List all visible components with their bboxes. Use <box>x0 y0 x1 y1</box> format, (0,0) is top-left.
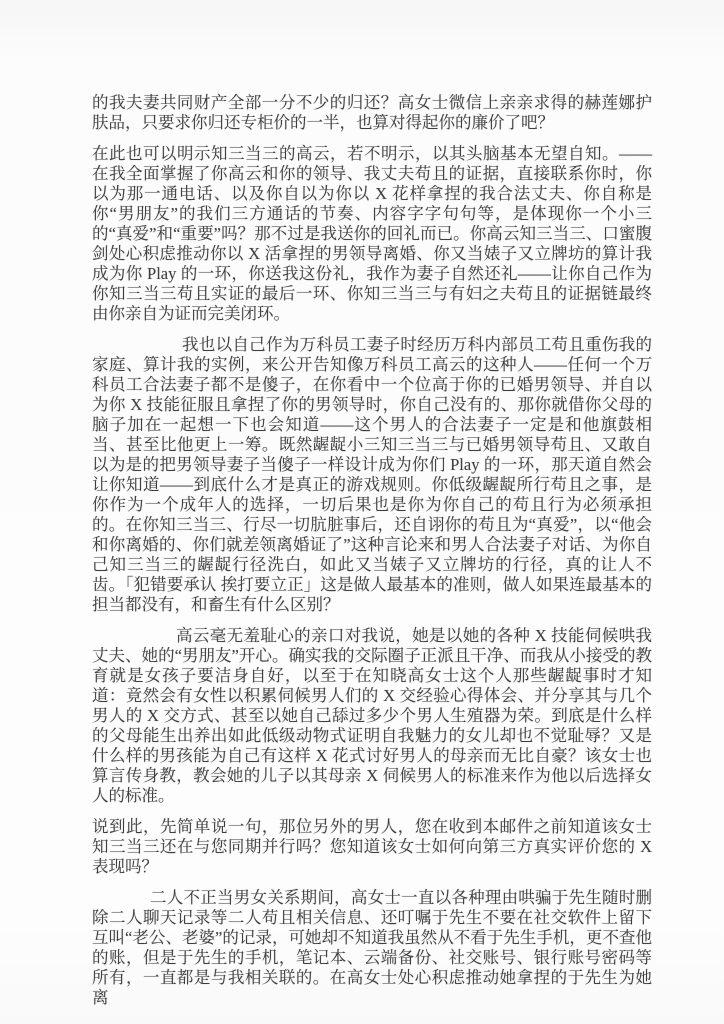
paragraph-6: 二人不正当男女关系期间，高女士一直以各种理由哄骗于先生随时删除二人聊天记录等二人苟且相关信息、还叮嘱于先生不要在社交软件上留下互叫“老公、老婆”的记录，可她却不知道我虽然从不看于先生手机，更不查他的账，但是于先生的手机，笔记本、云端备份、社交账号、银行账号密码等所有，一直都是与我相关联的。在高女士处心积虑推动她拿捏的于先生为她离 <box>92 888 652 1007</box>
paragraph-2: 在此也可以明示知三当三的高云，若不明示，以其头脑基本无望自知。——在我全面掌握了你高云和你的领导、我丈夫苟且的证据，直接联系你时，你以为那一通电话、以及你自以为你以 X 花样拿捏的我合法丈夫、你自称是你“男朋友”的我们三方通话的节奏、内容字字句句等，是体现你一个小三的“真爱”和“重要”吗？那不过是我送你的回礼而已。你高云知三当三、口蜜腹剑处心积虑推动你以 X 活拿捏的男领导离婚、你又当婊子又立牌坊的算计我成为你 Play 的一环，你送我这份礼，我作为妻子自然还礼——让你自己作为你知三当三苟且实证的最后一环、你知三当三与有妇之夫苟且的证据链最终由你亲自为证而完美闭环。 <box>92 144 652 323</box>
paragraph-4: 高云毫无羞耻心的亲口对我说，她是以她的各种 X 技能伺候哄我丈夫、她的“男朋友”开心。确实我的交际圈子正派且干净、而我从小接受的教育就是女孩子要洁身自好，以至于在知晓高女士这个人那些龌龊事时才知道：竟然会有女性以积累伺候男人们的 X 交经验心得体会、并分享其与几个男人的 X 交方式、甚至以她自己舔过多少个男人生殖器为荣。到底是什么样的父母能生出养出如此低级动物式证明自我魅力的女儿却也不觉耻辱？又是什么样的男孩能为自己有这样 X 花式讨好男人的母亲而无比自豪？该女士也算言传身教，教会她的儿子以其母亲 X 伺候男人的标准来作为他以后选择女人的标准。 <box>92 626 652 805</box>
paragraph-5: 说到此，先简单说一句，那位另外的男人，您在收到本邮件之前知道该女士知三当三还在与您同期并行吗？您知道该女士如何向第三方真实评价您的 X 表现吗？ <box>92 817 652 876</box>
paragraph-1: 的我夫妻共同财产全部一分不少的归还？高女士微信上亲亲求得的赫莲娜护肤品，只要求你归还专柜价的一半，也算对得起你的廉价了吧？ <box>92 93 652 132</box>
paragraph-3: 我也以自己作为万科员工妻子时经历万科内部员工苟且重伤我的家庭、算计我的实例，来公开告知像万科员工高云的这种人——任何一个万科员工合法妻子都不是傻子，在你看中一个位高于你的已婚男领导、并自以为你 X 技能征服且拿捏了你的男领导时，你自己没有的、那你就借你父母的脑子加在一起想一下也会知道——这个男人的合法妻子一定是和他旗鼓相当、甚至比他更上一筹。既然龌龊小三知三当三与已婚男领导苟且、又敢自以为是的把男领导妻子当傻子一样设计成为你们 Play 的一环，那天道自然会让你知道——到底什么才是真正的游戏规则。你低级龌龊所行苟且之事，是你作为一个成年人的选择，一切后果也是你为你自己的苟且行为必须承担的。在你知三当三、行尽一切肮脏事后，还自诩你的苟且为“真爱”，以“他会和你离婚的、你们就差领离婚证了”这种言论来和男人合法妻子对话、为你自己知三当三的龌龊行径洗白，如此又当婊子又立牌坊的行径，真的让人不齿。「犯错要承认 挨打要立正」这是做人最基本的准则，做人如果连最基本的担当都没有，和畜生有什么区别？ <box>92 335 652 614</box>
